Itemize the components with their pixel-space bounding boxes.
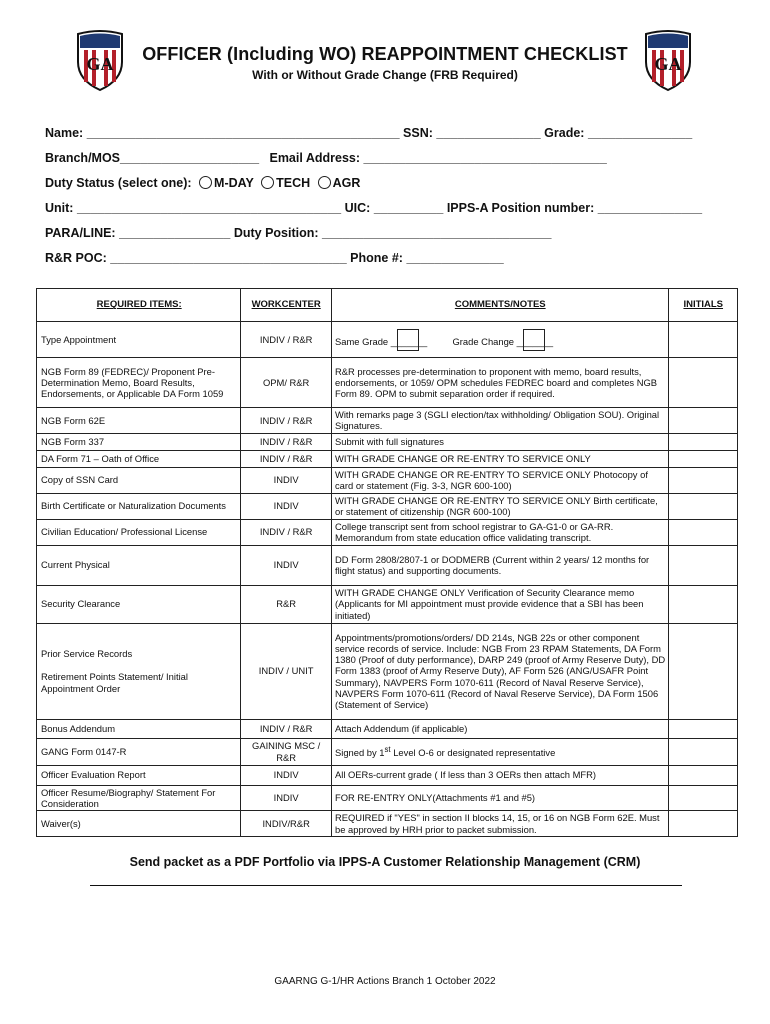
table-row bbox=[37, 545, 738, 585]
duty-position-label: Duty Position: bbox=[233, 226, 319, 240]
ssn-field[interactable]: _______________ bbox=[436, 126, 541, 140]
comment-cell: WITH GRADE CHANGE OR RE-ENTRY TO SERVICE ONLY Photocopy of card or statement (Fig. 3-3, NGR 600-100) bbox=[331, 467, 669, 493]
item-cell: Birth Certificate or Naturalization Documents bbox=[37, 493, 241, 519]
workcenter-cell: INDIV bbox=[241, 467, 332, 493]
uic-label: UIC: bbox=[344, 201, 371, 215]
para-field[interactable]: ________________ bbox=[119, 226, 231, 240]
page-title: OFFICER (Including WO) REAPPOINTMENT CHECKLIST bbox=[142, 44, 628, 64]
initials-cell[interactable] bbox=[669, 765, 738, 785]
table-row bbox=[37, 450, 738, 467]
duty-status-line bbox=[45, 176, 360, 190]
comment-cell: REQUIRED if "YES" in section II blocks 14, 15, or 16 on NGB Form 62E. Must be approved by HRH prior to packet submission. bbox=[331, 811, 669, 837]
name-label: Name: bbox=[45, 126, 84, 140]
table-row bbox=[37, 467, 738, 493]
comment-cell: Submit with full signatures bbox=[331, 433, 669, 450]
item-cell: Officer Resume/Biography/ Statement For Consideration bbox=[37, 785, 241, 811]
comment-cell: All OERs-current grade ( If less than 3 OERs then attach MFR) bbox=[331, 765, 669, 785]
item-cell bbox=[37, 623, 241, 719]
workcenter-cell: GAINING MSC / R&R bbox=[241, 738, 332, 765]
comment-cell: College transcript sent from school registrar to GA-G1-0 or GA-RR. Memorandum from state education office validating transcript. bbox=[331, 519, 669, 545]
initials-cell[interactable] bbox=[669, 358, 738, 408]
para-duty-position-line bbox=[45, 226, 551, 240]
header-workcenter: WORKCENTER bbox=[241, 289, 332, 322]
item-cell: Waiver(s) bbox=[37, 811, 241, 837]
item-cell: GANG Form 0147-R bbox=[37, 738, 241, 765]
ipps-field[interactable]: _______________ bbox=[597, 201, 703, 215]
table-row bbox=[37, 738, 738, 765]
branch-field[interactable]: ____________________ bbox=[120, 151, 260, 165]
item-cell: Type Appointment bbox=[37, 322, 241, 358]
item-cell: Copy of SSN Card bbox=[37, 467, 241, 493]
table-row bbox=[37, 408, 738, 434]
duty-position-field[interactable]: _________________________________ bbox=[322, 226, 552, 240]
branch-email-line bbox=[45, 151, 607, 165]
item-cell: Security Clearance bbox=[37, 585, 241, 623]
workcenter-cell: INDIV bbox=[241, 545, 332, 585]
item-cell: Bonus Addendum bbox=[37, 719, 241, 738]
email-field[interactable]: ___________________________________ bbox=[363, 151, 607, 165]
comment-cell: DD Form 2808/2807-1 or DODMERB (Current within 2 years/ 12 months for flight status) and supporting documents. bbox=[331, 545, 669, 585]
initials-cell[interactable] bbox=[669, 408, 738, 434]
initials-cell[interactable] bbox=[669, 322, 738, 358]
workcenter-cell: INDIV / R&R bbox=[241, 719, 332, 738]
name-ssn-grade-line bbox=[45, 126, 692, 140]
workcenter-cell: INDIV bbox=[241, 785, 332, 811]
crest-text: GA bbox=[86, 54, 114, 74]
grade-change-blank: _______ bbox=[516, 335, 554, 347]
divider bbox=[90, 885, 682, 886]
workcenter-cell: INDIV/R&R bbox=[241, 811, 332, 837]
table-row bbox=[37, 585, 738, 623]
table-row bbox=[37, 519, 738, 545]
name-field[interactable]: _____________________________________________ bbox=[86, 126, 400, 140]
duty-status-label: Duty Status (select one): bbox=[45, 176, 192, 190]
table-row bbox=[37, 785, 738, 811]
ipps-label: IPPS-A Position number: bbox=[446, 201, 595, 215]
same-grade-label: Same Grade bbox=[334, 335, 389, 347]
table-row bbox=[37, 765, 738, 785]
item-cell: NGB Form 62E bbox=[37, 408, 241, 434]
comment-cell: WITH GRADE CHANGE OR RE-ENTRY TO SERVICE ONLY bbox=[331, 450, 669, 467]
prior-service-records-label: Prior Service Records bbox=[41, 648, 133, 660]
item-cell: NGB Form 337 bbox=[37, 433, 241, 450]
workcenter-cell: INDIV / R&R bbox=[241, 322, 332, 358]
agr-label: AGR bbox=[332, 176, 361, 190]
same-grade-blank: _______ bbox=[390, 335, 428, 347]
comment-cell: FOR RE-ENTRY ONLY(Attachments #1 and #5) bbox=[331, 785, 669, 811]
grade-field[interactable]: _______________ bbox=[587, 126, 693, 140]
comment-cell bbox=[331, 322, 669, 358]
crest-text: GA bbox=[654, 54, 682, 74]
unit-field[interactable]: ______________________________________ bbox=[76, 201, 342, 215]
workcenter-cell: INDIV bbox=[241, 765, 332, 785]
table-row bbox=[37, 811, 738, 837]
grade-change-checkbox[interactable] bbox=[523, 329, 545, 351]
workcenter-cell: INDIV bbox=[241, 493, 332, 519]
table-row bbox=[37, 358, 738, 408]
comment-cell: R&R processes pre-determination to proponent with memo, board results, endorsements, or 1059/ OPM schedules FEDREC board and completes NGB Form 89. OPM to submit separation order if required. bbox=[331, 358, 669, 408]
item-cell: Civilian Education/ Professional License bbox=[37, 519, 241, 545]
workcenter-cell: INDIV / R&R bbox=[241, 433, 332, 450]
para-label: PARA/LINE: bbox=[45, 226, 116, 240]
comment-cell: Appointments/promotions/orders/ DD 214s, NGB 22s or other component service records of service. Include: NGB From 23 RPAM Statements, DA Form 1380 (Proof of duty performance), DARP 249 (proof of Army Reserve Duty), DD Form 1383 (proof of Army Reserve Duty), AF Form 526 (ANG/USAFR Point Summary), NAVPERS Form 1070-611 (Record of Naval Reserve Service), NAVPERS Form 1070-611 (Record of Naval Reserve Service), DA Form 1506 (Statement of Service) bbox=[331, 623, 669, 719]
comment-cell: WITH GRADE CHANGE OR RE-ENTRY TO SERVICE ONLY Birth certificate, or statement of citizenship (NGR 600-100) bbox=[331, 493, 669, 519]
table-row bbox=[37, 322, 738, 358]
table-header-row bbox=[37, 289, 738, 322]
mday-radio[interactable] bbox=[199, 176, 212, 189]
same-grade-checkbox[interactable] bbox=[397, 329, 419, 351]
comment-cell: With remarks page 3 (SGLI election/tax withholding/ Obligation SOU). Original Signatures. bbox=[331, 408, 669, 434]
table-row bbox=[37, 493, 738, 519]
item-cell: Officer Evaluation Report bbox=[37, 765, 241, 785]
initials-cell[interactable] bbox=[669, 811, 738, 837]
workcenter-cell: INDIV / R&R bbox=[241, 450, 332, 467]
submission-instruction: Send packet as a PDF Portfolio via IPPS-A Customer Relationship Management (CRM) bbox=[129, 855, 641, 869]
workcenter-cell: INDIV / R&R bbox=[241, 408, 332, 434]
initials-cell[interactable] bbox=[669, 519, 738, 545]
grade-change-label: Grade Change bbox=[452, 335, 515, 347]
initials-cell[interactable] bbox=[669, 738, 738, 765]
comment-text: Signed by 1 bbox=[334, 746, 385, 758]
checklist-table bbox=[36, 288, 738, 837]
initials-cell[interactable] bbox=[669, 585, 738, 623]
footer-credit: GAARNG G-1/HR Actions Branch 1 October 2022 bbox=[274, 976, 496, 987]
comment-cell: WITH GRADE CHANGE ONLY Verification of Security Clearance memo (Applicants for MI appointment must provide evidence that a SBI has been initiated) bbox=[331, 585, 669, 623]
workcenter-cell: R&R bbox=[241, 585, 332, 623]
table-row bbox=[37, 719, 738, 738]
item-cell: Current Physical bbox=[37, 545, 241, 585]
initials-cell[interactable] bbox=[669, 719, 738, 738]
unit-label: Unit: bbox=[45, 201, 74, 215]
initials-cell[interactable] bbox=[669, 433, 738, 450]
comment-superscript: st bbox=[384, 744, 391, 754]
header-initials: INITIALS bbox=[669, 289, 738, 322]
poc-field[interactable]: __________________________________ bbox=[110, 251, 347, 265]
ssn-label: SSN: bbox=[403, 126, 433, 140]
comment-cell bbox=[331, 738, 669, 765]
header-comments: COMMENTS/NOTES bbox=[331, 289, 669, 322]
unit-uic-ipps-line bbox=[45, 201, 702, 215]
agr-radio[interactable] bbox=[318, 176, 331, 189]
poc-label: R&R POC: bbox=[45, 251, 107, 265]
retirement-points-label: Retirement Points Statement/ Initial Appointment Order bbox=[41, 671, 188, 694]
tech-label: TECH bbox=[276, 176, 311, 190]
branch-label: Branch/MOS bbox=[45, 151, 121, 165]
initials-cell[interactable] bbox=[669, 785, 738, 811]
poc-phone-line bbox=[45, 251, 504, 265]
item-cell: NGB Form 89 (FEDREC)/ Proponent Pre-Determination Memo, Board Results, Endorsements, or Applicable DA Form 1059 bbox=[37, 358, 241, 408]
phone-label: Phone #: bbox=[350, 251, 403, 265]
tech-radio[interactable] bbox=[261, 176, 274, 189]
header-required-items: REQUIRED ITEMS: bbox=[37, 289, 241, 322]
workcenter-cell: INDIV / UNIT bbox=[241, 623, 332, 719]
page-subtitle: With or Without Grade Change (FRB Required) bbox=[252, 68, 518, 82]
table-row bbox=[37, 433, 738, 450]
comment-cell: Attach Addendum (if applicable) bbox=[331, 719, 669, 738]
workcenter-cell: OPM/ R&R bbox=[241, 358, 332, 408]
phone-field[interactable]: ______________ bbox=[406, 251, 504, 265]
comment-text: Level O-6 or designated representative bbox=[390, 746, 556, 758]
initials-cell[interactable] bbox=[669, 623, 738, 719]
initials-cell[interactable] bbox=[669, 493, 738, 519]
item-cell: DA Form 71 – Oath of Office bbox=[37, 450, 241, 467]
initials-cell[interactable] bbox=[669, 450, 738, 467]
email-label: Email Address: bbox=[269, 151, 361, 165]
mday-label: M-DAY bbox=[214, 176, 254, 190]
workcenter-cell: INDIV / R&R bbox=[241, 519, 332, 545]
initials-cell[interactable] bbox=[669, 467, 738, 493]
uic-field[interactable]: __________ bbox=[373, 201, 444, 215]
grade-label: Grade: bbox=[544, 126, 585, 140]
initials-cell[interactable] bbox=[669, 545, 738, 585]
table-row bbox=[37, 623, 738, 719]
